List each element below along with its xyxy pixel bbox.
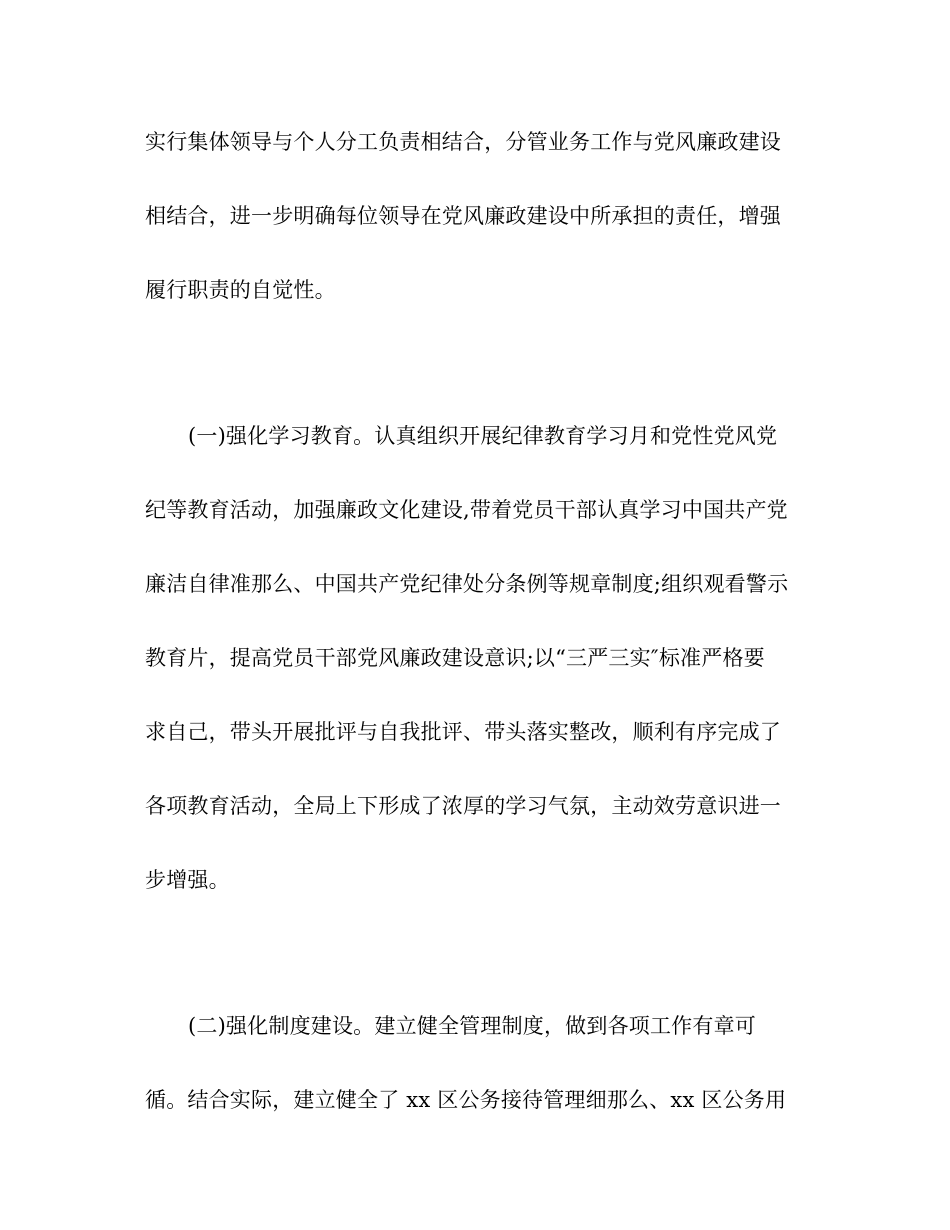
paragraph-line: 循。结合实际，建立健全了 xx 区公务接待管理细那么、xx 区公务用	[145, 1088, 787, 1112]
paragraph-line: (一)强化学习教育。认真组织开展纪律教育学习月和党性党风党	[188, 424, 778, 448]
paragraph-line: 实行集体领导与个人分工负责相结合，分管业务工作与党风廉政建设	[145, 130, 781, 154]
paragraph-line: 教育片，提高党员干部党风廉政建设意识;以“三严三实″标准严格要	[145, 646, 765, 670]
paragraph-line: (二)强化制度建设。建立健全管理制度，做到各项工作有章可	[188, 1014, 756, 1038]
paragraph-line: 求自己，带头开展批评与自我批评、带头落实整改，顺利有序完成了	[145, 720, 781, 744]
paragraph-line: 履行职责的自觉性。	[145, 278, 336, 302]
paragraph-line: 步增强。	[145, 868, 230, 892]
paragraph-line: 各项教育活动，全局上下形成了浓厚的学习气氛，主动效劳意识进一	[145, 794, 781, 818]
paragraph-line: 廉洁自律准那么、中国共产党纪律处分条例等规章制度;组织观看警示	[145, 572, 789, 596]
paragraph-line: 纪等教育活动，加强廉政文化建设,带着党员干部认真学习中国共产党	[145, 498, 788, 522]
paragraph-line: 相结合，进一步明确每位领导在党风廉政建设中所承担的责任，增强	[145, 204, 781, 228]
